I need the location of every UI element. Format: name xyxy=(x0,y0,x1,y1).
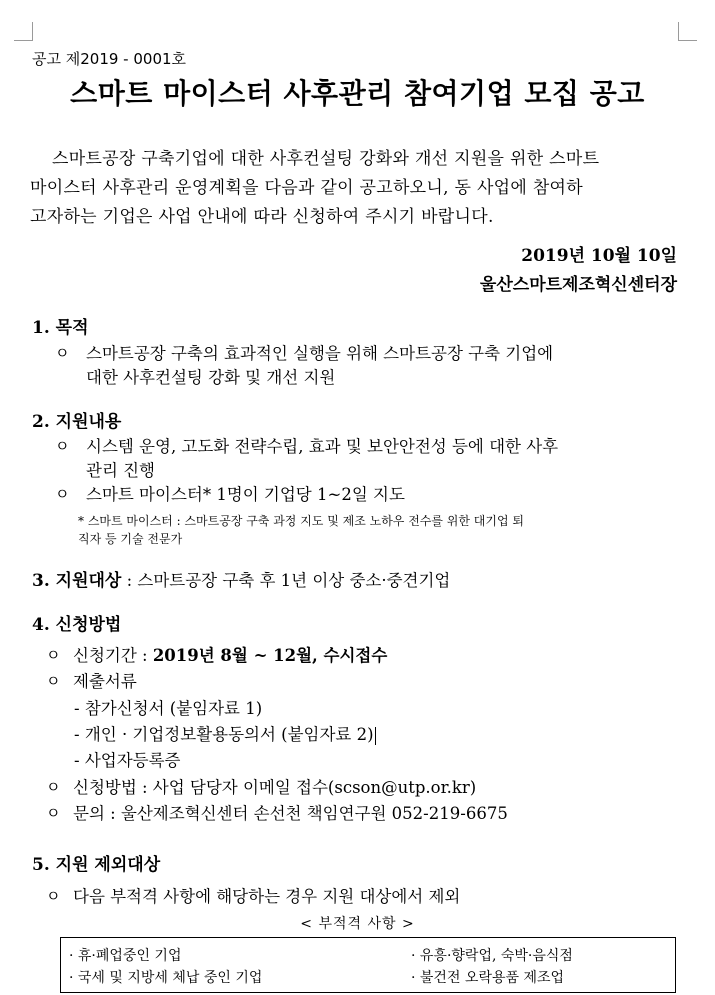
notice-number: 공고 제2019 - 0001호 xyxy=(32,50,187,68)
apply-period xyxy=(73,642,387,666)
apply-doc-3: - 사업자등록증 xyxy=(74,751,181,770)
section-target-heading: 3. 지원대상 xyxy=(32,571,122,591)
issuer-name: 울산스마트제조혁신센터장 xyxy=(479,275,677,295)
notice-date: 2019년 10월 10일 xyxy=(521,246,677,266)
exclusion-table xyxy=(60,937,676,993)
section-support-heading: 2. 지원내용 xyxy=(32,412,122,432)
intro-line-2: 마이스터 사후관리 운영계획을 다음과 같이 공고하오니, 동 사업에 참여하 xyxy=(30,178,583,198)
section-apply-heading: 4. 신청방법 xyxy=(32,615,122,635)
support-note-line-2: 직자 등 기술 전문가 xyxy=(78,532,183,546)
apply-docs-label: 제출서류 xyxy=(73,672,137,691)
page-corner-mark-right xyxy=(678,22,697,41)
apply-method: 신청방법 : 사업 담당자 이메일 접수(scson@utp.or.kr) xyxy=(73,778,477,797)
bullet-icon: ㅇ xyxy=(55,485,70,503)
intro-line-3: 고자하는 기업은 사업 안내에 따라 신청하여 주시기 바랍니다. xyxy=(30,207,494,227)
document-title: 스마트 마이스터 사후관리 참여기업 모집 공고 xyxy=(70,77,645,110)
exclusion-table-title: < 부적격 사항 > xyxy=(300,916,415,932)
bullet-icon: ㅇ xyxy=(46,778,61,796)
section-target xyxy=(32,566,450,591)
support-note-line-1: * 스마트 마이스터 : 스마트공장 구축 과정 지도 및 제조 노하우 전수를 위한 대기업 퇴 xyxy=(78,514,524,528)
apply-contact: 문의 : 울산제조혁신센터 손선천 책임연구원 052-219-6675 xyxy=(73,804,508,823)
bullet-icon: ㅇ xyxy=(55,437,70,455)
section-exclusion-heading: 5. 지원 제외대상 xyxy=(32,855,161,875)
purpose-line-2: 대한 사후컨설팅 강화 및 개선 지원 xyxy=(86,368,336,387)
bullet-icon: ㅇ xyxy=(46,646,61,664)
exclusion-item: · 불건전 오락용품 제조업 xyxy=(411,970,565,986)
bullet-icon: ㅇ xyxy=(55,344,70,362)
exclusion-item: · 국세 및 지방세 체납 중인 기업 xyxy=(69,970,263,986)
exclusion-item: · 유흥·향락업, 숙박·음식점 xyxy=(411,948,573,964)
purpose-line-1: 스마트공장 구축의 효과적인 실행을 위해 스마트공장 구축 기업에 xyxy=(86,344,554,363)
apply-period-value: 2019년 8월 ~ 12월, 수시접수 xyxy=(152,646,388,665)
support-item-1-line-2: 관리 진행 xyxy=(86,461,156,480)
apply-doc-2 xyxy=(74,721,376,745)
support-item-1-line-1: 시스템 운영, 고도화 전략수립, 효과 및 보안안전성 등에 대한 사후 xyxy=(86,437,559,456)
apply-doc-2-text: - 개인 · 기업정보활용동의서 (붙임자료 2) xyxy=(74,725,374,744)
page-corner-mark-left xyxy=(14,22,33,41)
bullet-icon: ㅇ xyxy=(46,804,61,822)
text-cursor xyxy=(375,727,376,745)
apply-period-label: 신청기간 : xyxy=(73,646,153,665)
exclusion-item: · 휴·폐업중인 기업 xyxy=(69,948,182,964)
bullet-icon: ㅇ xyxy=(46,672,61,690)
exclusion-text: 다음 부적격 사항에 해당하는 경우 지원 대상에서 제외 xyxy=(73,887,461,906)
section-purpose-heading: 1. 목적 xyxy=(32,318,89,338)
support-item-2: 스마트 마이스터* 1명이 기업당 1~2일 지도 xyxy=(86,485,405,504)
bullet-icon: ㅇ xyxy=(46,887,61,905)
section-target-text: : 스마트공장 구축 후 1년 이상 중소·중견기업 xyxy=(121,571,451,590)
intro-line-1: 스마트공장 구축기업에 대한 사후컨설팅 강화와 개선 지원을 위한 스마트 xyxy=(52,149,600,169)
apply-doc-1: - 참가신청서 (붙임자료 1) xyxy=(74,699,263,718)
